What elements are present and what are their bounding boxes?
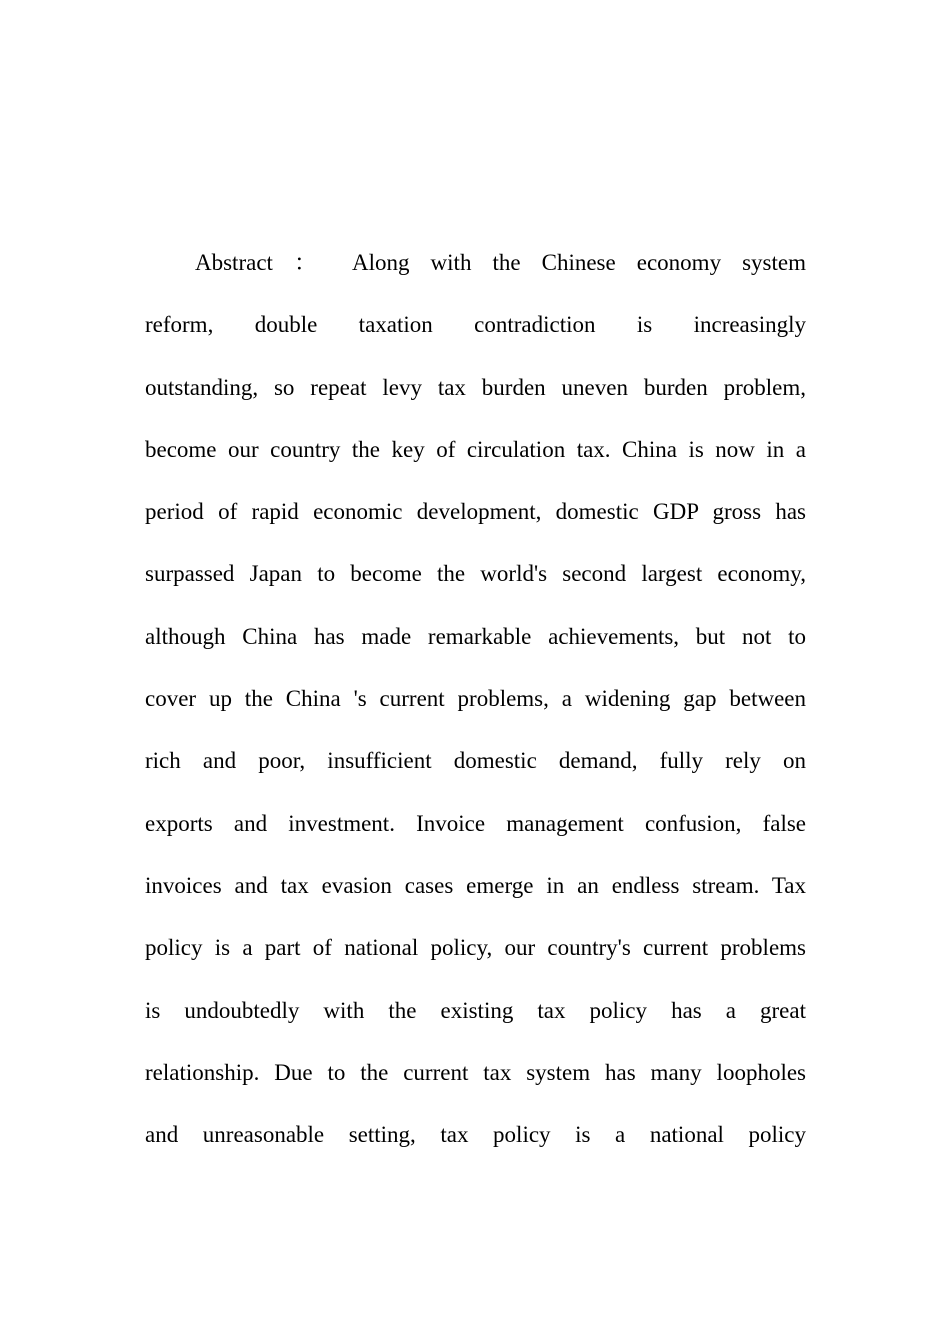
- abstract-line-9: rich and poor, insufficient domestic demand, fully rely on: [145, 748, 806, 774]
- abstract-line-5: period of rapid economic development, domestic GDP gross has: [145, 499, 806, 525]
- abstract-line-13: is undoubtedly with the existing tax policy has a great: [145, 997, 806, 1023]
- abstract-line-11: invoices and tax evasion cases emerge in an endless stream. Tax: [145, 872, 806, 898]
- abstract-line-12: policy is a part of national policy, our country's current problems: [145, 935, 806, 961]
- abstract-line-10: exports and investment. Invoice management confusion, false: [145, 810, 806, 836]
- abstract-line-4: become our country the key of circulation tax. China is now in a: [145, 436, 806, 462]
- abstract-line-14: relationship. Due to the current tax system has many loopholes: [145, 1059, 806, 1085]
- abstract-paragraph: [145, 232, 806, 1166]
- abstract-line-15: and unreasonable setting, tax policy is a national policy: [145, 1122, 806, 1148]
- abstract-line-3: outstanding, so repeat levy tax burden uneven burden problem,: [145, 374, 806, 400]
- abstract-line-6: surpassed Japan to become the world's second largest economy,: [145, 561, 806, 587]
- abstract-line-2: reform, double taxation contradiction is increasingly: [145, 312, 806, 338]
- abstract-line-7: although China has made remarkable achievements, but not to: [145, 623, 806, 649]
- abstract-line-8: cover up the China 's current problems, a widening gap between: [145, 686, 806, 712]
- abstract-line-1: Abstract ： Along with the Chinese economy system: [195, 250, 806, 275]
